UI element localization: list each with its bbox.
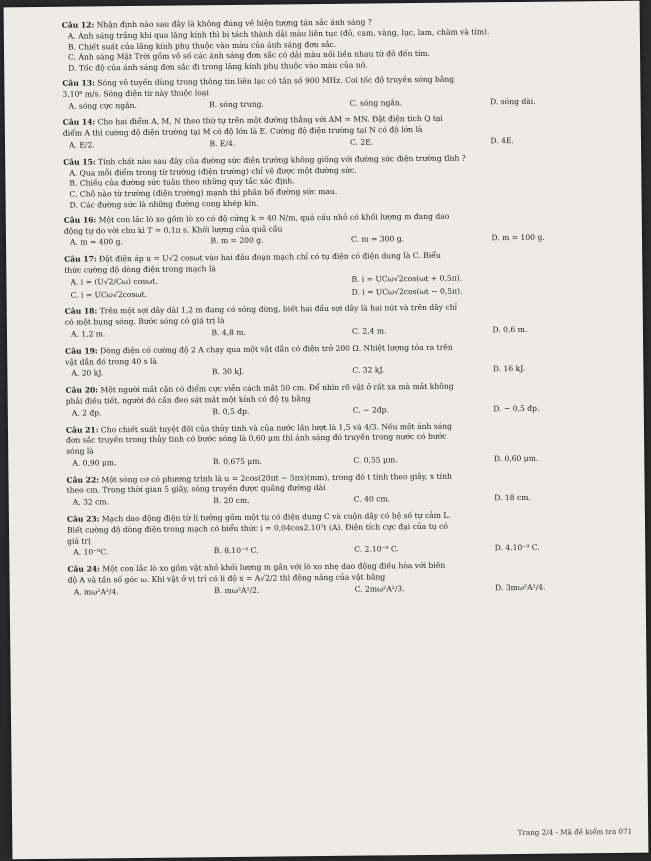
question-number: Câu 20: (65, 385, 99, 395)
question-text: Dòng điện có cường độ 2 A chạy qua một vật dẫn có điện trở 200 Ω. Nhiệt lượng tỏa ra trên (100, 342, 453, 356)
answer-option: A. 10⁻⁹C. (73, 547, 109, 558)
answer-option: D. 16 kJ. (492, 364, 526, 374)
question (62, 73, 624, 117)
answer-option: C. 40 cm. (353, 494, 391, 504)
answer-option: A. Qua mỗi điểm trong từ trường (điện trường) chỉ vẽ được một đường sức. (69, 165, 357, 178)
answer-option: C. m = 300 g. (350, 234, 405, 245)
answer-option: D. m = 100 g. (491, 233, 545, 243)
answer-option: D. − 0,5 đp. (493, 403, 540, 413)
answer-options (62, 26, 624, 75)
question (63, 152, 626, 215)
question (66, 470, 628, 514)
answer-option: B. 30 kJ. (211, 367, 244, 377)
exam-content (62, 15, 630, 605)
answer-option: A. 0,90 μm. (72, 458, 117, 468)
answer-option: B. 0,5 đp. (212, 406, 250, 416)
answer-option: D. Tốc độ của ánh sáng đơn sắc đi trong lăng kính phụ thuộc vào màu của nó. (68, 60, 368, 73)
question-number: Câu 18: (64, 306, 98, 317)
question (63, 112, 625, 156)
answer-option: D. 3mω²A²/4. (495, 582, 546, 593)
answer-option: A. m = 400 g. (69, 237, 123, 248)
question-number: Câu 15: (63, 157, 96, 167)
question-text: giá trị (67, 536, 91, 546)
question-text: có một bụng sóng. Bước sóng có giá trị là (64, 316, 225, 327)
answer-option: A. E/2. (68, 140, 95, 150)
answer-option: B. Chiều của đường sức tuân theo những quy tắc xác định. (69, 176, 295, 189)
answer-option: C. 2mω²A²/3. (354, 584, 405, 594)
question-number: Câu 21: (65, 424, 99, 435)
answer-option: C. 32 kJ. (352, 365, 385, 376)
question-number: Câu 22: (66, 475, 100, 485)
question (64, 210, 626, 254)
question-text: điểm A thì cường độ điện trường tại M có độ lớn là E. Cường độ điện trường tại N có độ lớn là (62, 125, 423, 138)
answer-option: D. 0,6 m. (492, 324, 528, 335)
question-number: Câu 23: (66, 514, 100, 524)
question-text: đơn sắc truyền trong thủy tinh có bước sóng là 0,60 μm thì ánh sáng đó truyền trong nước có bước (66, 432, 447, 446)
question-number: Câu 24: (67, 564, 100, 574)
question-text: Cho hai điểm A, M, N theo thứ tự trên một đường thẳng với AM = MN. Đặt điện tích Q tại (97, 114, 443, 127)
question-text: Cho chiết suất tuyệt đối của thủy tinh và của nước lần lượt là 1,5 và 4/3. Nếu một ánh sáng (100, 421, 453, 434)
question-text: Một người mắt cận có điểm cực viễn cách mắt 50 cm. Để nhìn rõ vật ở rất xa mà mắt không (100, 381, 454, 395)
answer-option: B. i = UCω√2cos(ωt + 0,5π). (351, 273, 463, 284)
question (65, 301, 627, 345)
question-number: Câu 17: (64, 254, 97, 264)
answer-option: A. 32 cm. (72, 497, 110, 507)
question-text: vật dẫn đó trong 40 s là (65, 356, 158, 367)
answer-option: C. 2E. (349, 137, 374, 147)
answer-option: C. 0,55 μm. (353, 455, 398, 465)
question-number: Câu 12: (61, 20, 95, 30)
question-text: theo cm. Trong thời gian 5 giây, sóng truyền được quãng đường dài (66, 483, 326, 496)
question-text: Một con lắc lò xo gồm vật nhỏ khối lượng m gắn với lò xo nhẹ dao động điều hòa với biên (102, 561, 446, 574)
answer-option: A. 20 kJ. (71, 368, 104, 378)
question-text: Biết cường độ dòng điện trong mạch có biểu thức i = 0,04cos2.10⁷t (A). Điện tích cực đại của tụ có (66, 521, 448, 535)
answer-option: A. 2 đp. (71, 408, 102, 418)
page-footer: Trang 2/4 - Mã đề kiểm tra 071 (517, 826, 633, 838)
answer-option: B. 0,675 μm. (212, 456, 262, 467)
answer-option: C. 2,4 m. (351, 326, 387, 336)
answer-option: D. 4.10⁻⁹ C. (494, 543, 540, 553)
answer-option: B. mω²A²/2. (214, 585, 260, 596)
answer-option: B. m = 200 g. (210, 235, 264, 246)
answer-option: A. Ánh sáng trắng khi qua lăng kính thì bị tách thành dải màu liên tục (đỏ, cam, vàng, lục, lam, chàm và tím). (67, 27, 490, 41)
answer-option: C. i = UCω√2cosωt. (70, 289, 148, 300)
question-text: độ A và tần số góc ω. Khi vật ở vị trí có li độ x = A√2/2 thì động năng của vật bằng (67, 572, 386, 585)
answer-option: A. 1,2 m. (70, 329, 106, 339)
question (64, 249, 627, 306)
question-text: Một con lắc lò xo gồm lò xo có độ cứng k = 40 N/m, quả cầu nhỏ có khối lượng m đang dao (98, 211, 450, 225)
answer-option: C. sóng ngắn. (349, 97, 403, 108)
answer-options (63, 162, 625, 211)
question (66, 419, 628, 474)
answer-option: D. Các đường sức là những đường cong khép kín. (69, 198, 259, 210)
answer-option: A. sóng cực ngắn. (68, 100, 137, 111)
question-text: Đặt điện áp u = U√2 cosωt vào hai đầu đoạn mạch chỉ có tụ điện có điện dung là C. Biểu (99, 250, 441, 264)
question (67, 559, 629, 603)
answer-option: D. 0,60 μm. (493, 453, 539, 464)
answer-option: D. 4E. (490, 135, 514, 146)
answer-option: A. mω²A²/4. (73, 587, 119, 597)
question (66, 380, 628, 424)
question-text: Sóng vô tuyến dùng trong thông tin liên lạc có tần số 900 MHz. Coi tốc độ truyền sóng bằng (97, 74, 455, 88)
answer-option: B. sóng trung. (209, 99, 264, 109)
question (62, 15, 625, 78)
question-text: Tính chất nào sau đây của đường sức điện trường không giống với đường sức điện trường tĩnh ? (98, 153, 466, 167)
question-text: động tự do với chu kì T = 0,1π s. Khối lượng của quả cầu (63, 223, 283, 236)
answer-option: B. 4,8 m. (211, 327, 247, 338)
question (67, 509, 629, 564)
answer-option: D. i = UCω√2cos(ωt − 0,5π). (351, 286, 463, 297)
answer-option: C. 2.10⁻⁹ C. (354, 544, 400, 555)
question-text: sóng là (66, 446, 94, 456)
answer-option: C. − 2đp. (352, 405, 389, 415)
answer-option: B. 8.10⁻⁹ C. (213, 546, 259, 556)
question-text: Nhận định nào sau đây là không đúng về hiện tượng tán sắc ánh sáng ? (96, 17, 372, 30)
answer-option: D. sóng dài. (490, 96, 536, 106)
answer-option: B. E/4. (209, 138, 236, 149)
question-number: Câu 16: (63, 215, 97, 225)
answer-option: C. Ánh sáng Mặt Trời gồm vô số các ánh sáng đơn sắc có dải màu nối liền nhau từ đỏ đến tím. (68, 49, 431, 63)
question-number: Câu 14: (62, 117, 96, 128)
question-text: phải điều tiết, người đó cần đeo sát mắt một kính có độ tụ bằng (65, 394, 311, 406)
exam-sheet (4, 1, 649, 860)
question-text: thức cường độ dòng điện trong mạch là (64, 264, 216, 275)
question-text: Trên một sợi dây dài 1,2 m đang có sóng dừng, biết hai đầu sợi dây là hai nút và trên dây chỉ (99, 302, 458, 316)
answer-option: B. Chiết suất của lăng kính phụ thuộc vào màu của ánh sáng đơn sắc. (67, 39, 337, 52)
question-text: Mạch dao động điện từ lí tưởng gồm một tụ có điện dung C và cuộn dây có hệ số tự cảm L. (101, 510, 451, 524)
question (65, 341, 627, 385)
answer-option: D. 18 cm. (494, 493, 531, 503)
question-text: Một sóng cơ có phương trình là u = 2cos(20πt − 5πx)(mm), trong đó t tính theo giây, x tính (101, 471, 452, 485)
answer-option: A. i = (U√2/Cω) cosωt. (70, 276, 158, 287)
question-number: Câu 19: (65, 346, 98, 356)
question-text: 3.10⁸ m/s. Sóng điện từ này thuộc loại (62, 87, 209, 99)
question-number: Câu 13: (62, 78, 95, 88)
answer-option: B. 20 cm. (213, 496, 250, 506)
answer-option: C. Chỗ nào từ trường (điện trường) mạnh thì phân bố đường sức mau. (69, 187, 338, 199)
